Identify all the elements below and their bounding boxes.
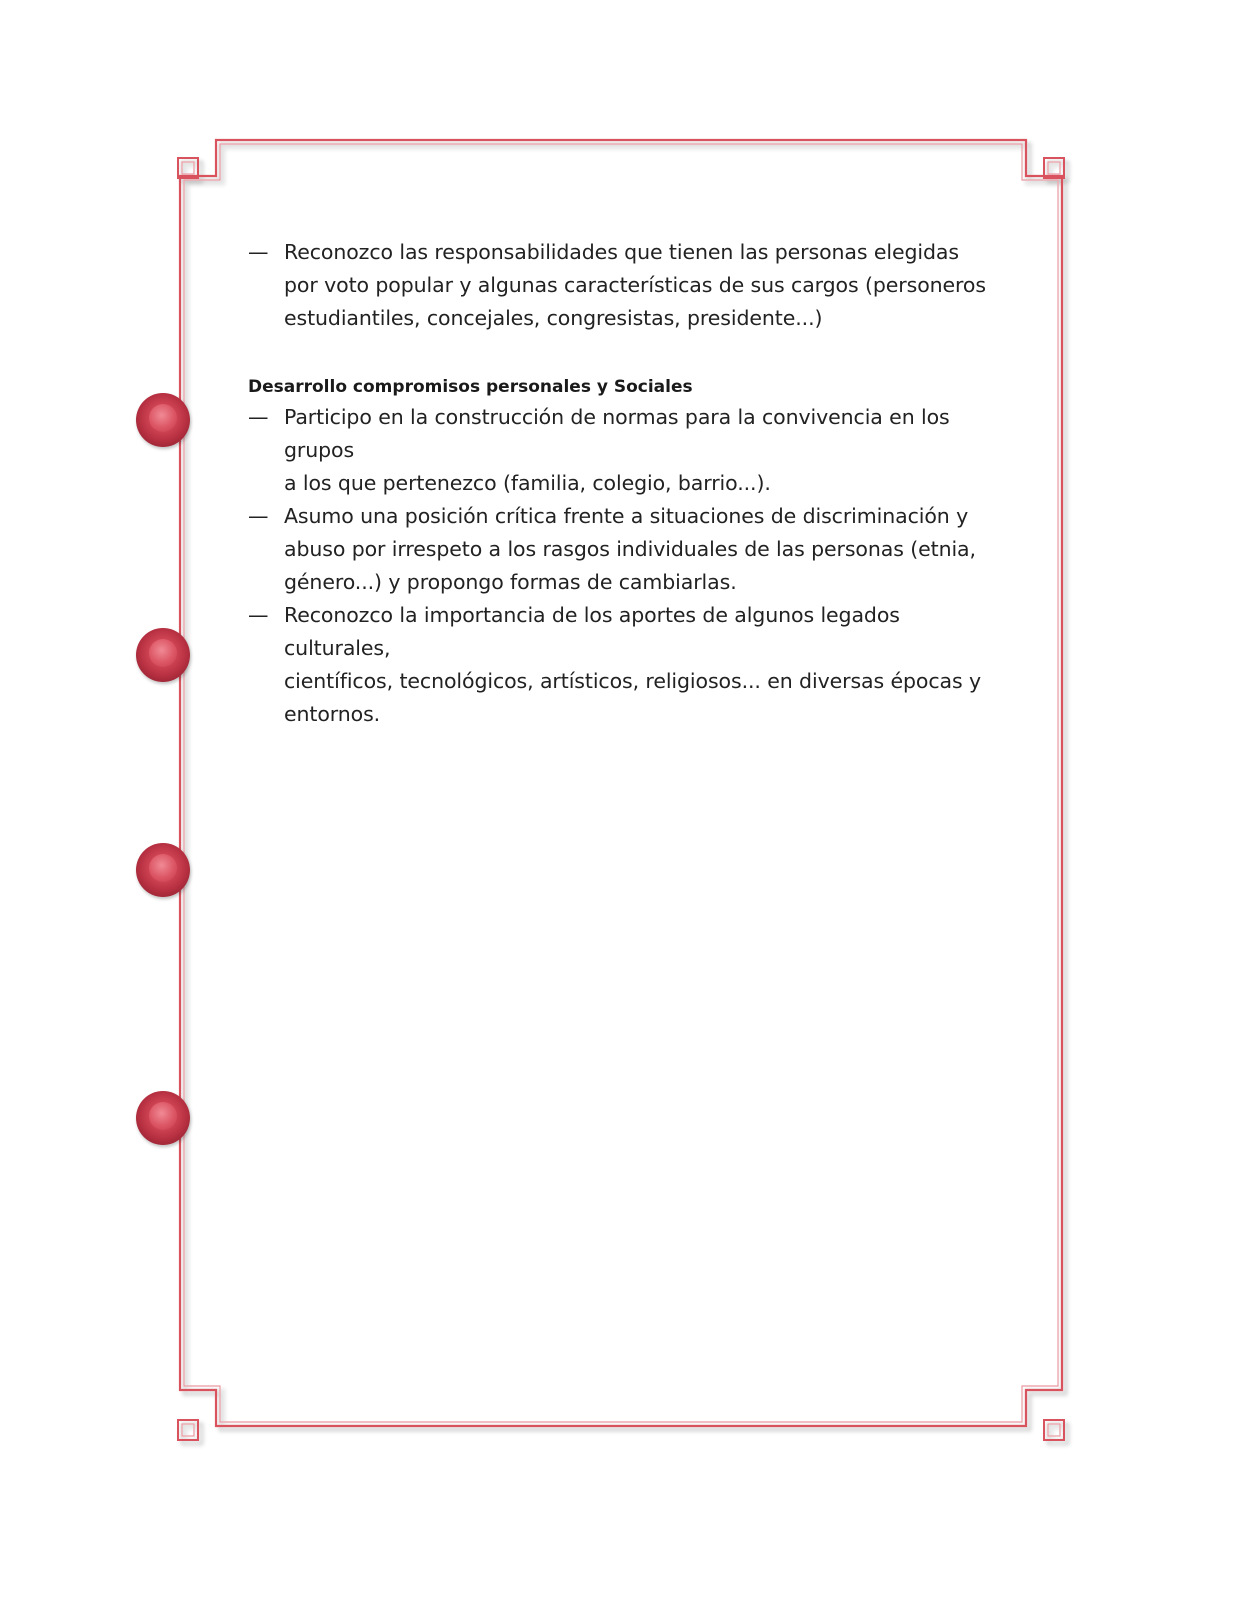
- list-item: [248, 599, 1008, 731]
- decorative-bead-1: [136, 393, 190, 447]
- dash-bullet: —: [248, 603, 269, 627]
- item-line: Asumo una posición crítica frente a situaciones de discriminación y: [284, 504, 969, 528]
- dash-bullet: —: [248, 240, 269, 264]
- item-line: científicos, tecnológicos, artísticos, religiosos... en diversas épocas y: [284, 669, 982, 693]
- item-line: género...) y propongo formas de cambiarlas.: [284, 570, 737, 594]
- list-item: [248, 500, 1008, 599]
- decorative-bead-2: [136, 628, 190, 682]
- page-content: [248, 236, 1008, 731]
- section-heading: Desarrollo compromisos personales y Sociales: [248, 377, 693, 397]
- list-item: [248, 401, 1008, 500]
- decorative-bead-4: [136, 1091, 190, 1145]
- item-line: a los que pertenezco (familia, colegio, barrio...).: [284, 471, 771, 495]
- dash-bullet: —: [248, 504, 269, 528]
- item-line: Participo en la construcción de normas para la convivencia en los grupos: [284, 405, 950, 462]
- decorative-bead-3: [136, 843, 190, 897]
- item-line: por voto popular y algunas características de sus cargos (personeros: [284, 273, 986, 297]
- item-line: estudiantiles, concejales, congresistas, presidente...): [284, 306, 823, 330]
- item-line: abuso por irrespeto a los rasgos individuales de las personas (etnia,: [284, 537, 976, 561]
- list-item: [248, 236, 1008, 335]
- item-line: Reconozco la importancia de los aportes de algunos legados culturales,: [284, 603, 900, 660]
- item-line: Reconozco las responsabilidades que tienen las personas elegidas: [284, 240, 959, 264]
- dash-bullet: —: [248, 405, 269, 429]
- item-line: entornos.: [284, 702, 381, 726]
